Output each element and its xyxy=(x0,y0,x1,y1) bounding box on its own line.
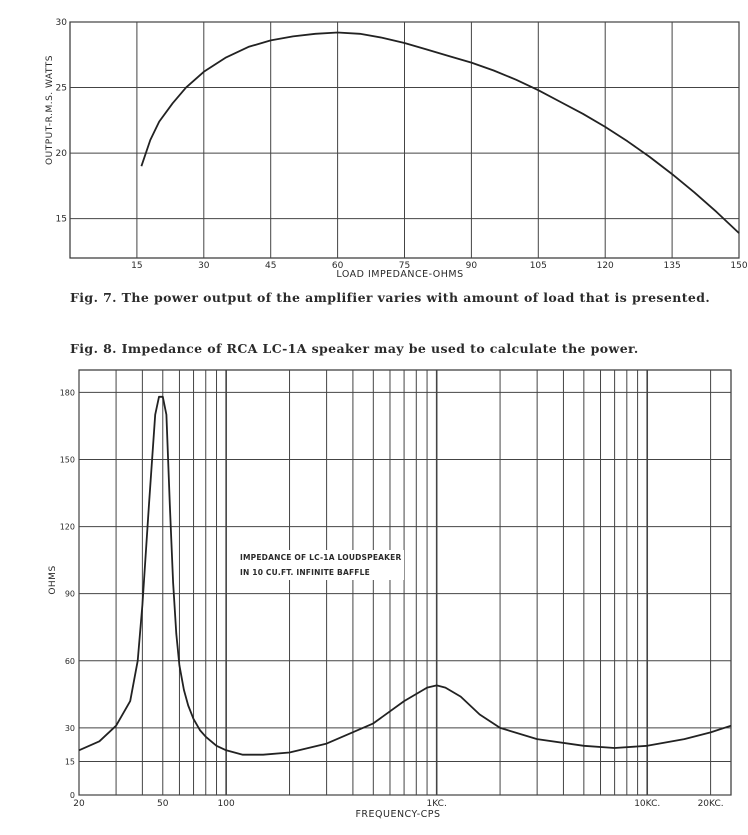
power-curve xyxy=(141,33,739,234)
y-tick-label: 180 xyxy=(59,388,75,398)
impedance-annotation xyxy=(237,550,404,580)
y-axis-title: OHMS xyxy=(48,565,58,595)
x-tick-label: 120 xyxy=(596,261,614,271)
x-tick-label: 20 xyxy=(73,799,85,809)
x-tick-label: 75 xyxy=(398,261,411,271)
y-tick-label: 15 xyxy=(64,757,75,767)
y-tick-label: 25 xyxy=(55,83,67,94)
x-tick-label: 105 xyxy=(529,261,547,271)
plot-frame xyxy=(79,370,731,795)
y-axis-title: OUTPUT-R.M.S. WATTS xyxy=(45,55,55,165)
power-output-chart xyxy=(0,0,748,290)
annotation-line-2: IN 10 CU.FT. INFINITE BAFFLE xyxy=(240,568,370,577)
x-tick-label: 20KC. xyxy=(697,799,724,809)
y-tick-label: 150 xyxy=(59,455,75,465)
figure-7-caption: Fig. 7. The power output of the amplifier varies with amount of load that is presented. xyxy=(70,290,711,305)
x-tick-label: 1KC. xyxy=(426,799,447,809)
x-tick-label: 150 xyxy=(730,261,748,271)
x-tick-label: 135 xyxy=(663,261,681,271)
y-tick-label: 30 xyxy=(55,18,67,28)
x-axis-title: FREQUENCY-CPS xyxy=(355,809,441,820)
x-tick-label: 60 xyxy=(331,261,344,271)
y-tick-label: 20 xyxy=(55,149,67,160)
y-tick-label: 0 xyxy=(69,791,75,800)
y-tick-label: 30 xyxy=(64,723,75,733)
x-tick-label: 30 xyxy=(198,261,210,271)
y-tick-label: 90 xyxy=(64,589,75,599)
impedance-curve xyxy=(79,397,731,755)
y-tick-label: 60 xyxy=(64,656,75,666)
x-tick-label: 10KC. xyxy=(634,799,661,809)
y-tick-label: 120 xyxy=(59,522,75,532)
impedance-chart xyxy=(0,365,748,835)
x-tick-label: 15 xyxy=(131,261,143,271)
y-tick-label: 15 xyxy=(55,214,67,225)
x-axis-title: LOAD IMPEDANCE-OHMS xyxy=(336,269,464,280)
annotation-line-1: IMPEDANCE OF LC-1A LOUDSPEAKER xyxy=(240,553,402,562)
figure-8-caption: Fig. 8. Impedance of RCA LC-1A speaker may be used to calculate the power. xyxy=(70,341,639,356)
x-tick-label: 50 xyxy=(157,799,169,809)
x-tick-label: 45 xyxy=(264,261,277,271)
x-tick-label: 90 xyxy=(465,261,478,271)
x-tick-label: 100 xyxy=(217,799,235,809)
